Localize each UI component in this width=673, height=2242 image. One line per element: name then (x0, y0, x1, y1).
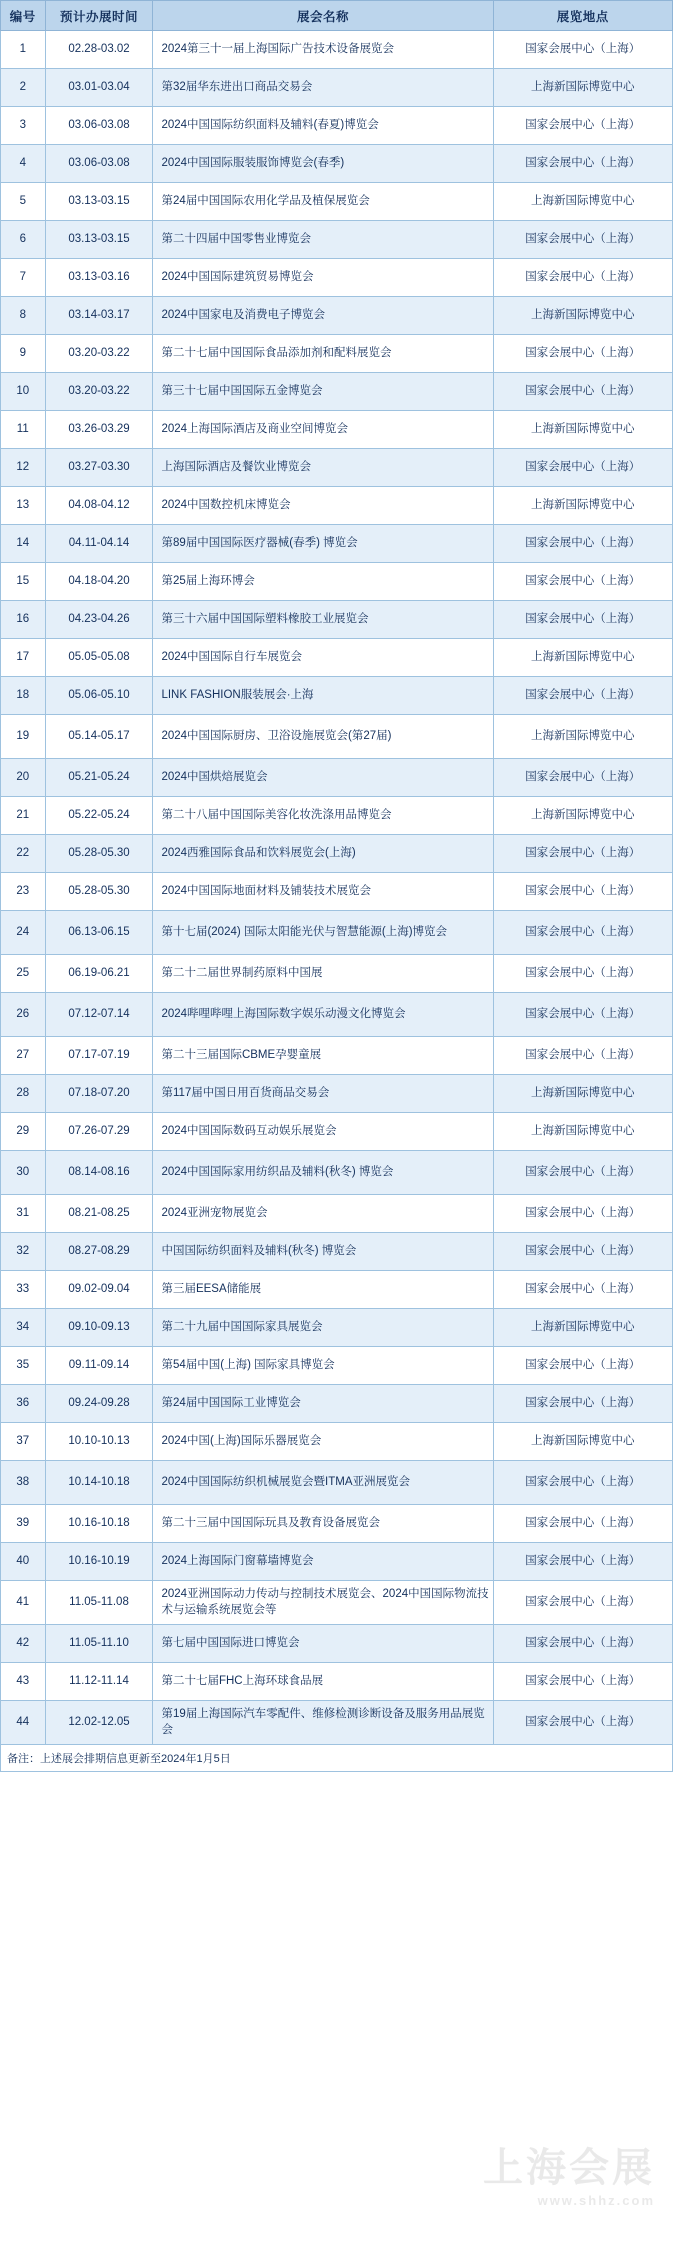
cell-no: 9 (1, 335, 46, 373)
cell-date: 03.13-03.15 (45, 183, 153, 221)
cell-name: 2024中国国际地面材料及铺装技术展览会 (153, 873, 493, 911)
table-row (1, 69, 673, 107)
cell-place: 国家会展中心（上海） (493, 601, 672, 639)
cell-name: 2024中国家电及消费电子博览会 (153, 297, 493, 335)
cell-name: 第二十七届中国国际食品添加剂和配料展览会 (153, 335, 493, 373)
cell-date: 05.22-05.24 (45, 797, 153, 835)
cell-date: 05.14-05.17 (45, 715, 153, 759)
cell-place: 上海新国际博览中心 (493, 487, 672, 525)
cell-date: 08.21-08.25 (45, 1195, 153, 1233)
column-header-place: 展览地点 (493, 1, 672, 31)
cell-no: 10 (1, 373, 46, 411)
cell-no: 3 (1, 107, 46, 145)
table-row (1, 1663, 673, 1701)
cell-no: 27 (1, 1037, 46, 1075)
cell-no: 14 (1, 525, 46, 563)
cell-no: 21 (1, 797, 46, 835)
cell-place: 国家会展中心（上海） (493, 677, 672, 715)
cell-date: 03.20-03.22 (45, 335, 153, 373)
cell-place: 上海新国际博览中心 (493, 411, 672, 449)
cell-no: 11 (1, 411, 46, 449)
cell-place: 国家会展中心（上海） (493, 993, 672, 1037)
cell-date: 08.27-08.29 (45, 1233, 153, 1271)
cell-date: 03.06-03.08 (45, 107, 153, 145)
cell-name: 2024亚洲国际动力传动与控制技术展览会、2024中国国际物流技术与运输系统展览会等 (153, 1581, 493, 1625)
cell-place: 国家会展中心（上海） (493, 835, 672, 873)
cell-name: 第三十六届中国国际塑料橡胶工业展览会 (153, 601, 493, 639)
cell-no: 25 (1, 955, 46, 993)
cell-no: 17 (1, 639, 46, 677)
cell-date: 07.26-07.29 (45, 1113, 153, 1151)
cell-name: 第24届中国国际农用化学品及植保展览会 (153, 183, 493, 221)
cell-date: 03.13-03.16 (45, 259, 153, 297)
cell-date: 10.16-10.19 (45, 1543, 153, 1581)
cell-name: 第117届中国日用百货商品交易会 (153, 1075, 493, 1113)
cell-name: 第三届EESA储能展 (153, 1271, 493, 1309)
cell-name: 2024中国国际纺织机械展览会暨ITMA亚洲展览会 (153, 1461, 493, 1505)
table-row (1, 1423, 673, 1461)
cell-place: 国家会展中心（上海） (493, 1505, 672, 1543)
cell-name: 2024第三十一届上海国际广告技术设备展览会 (153, 31, 493, 69)
cell-no: 40 (1, 1543, 46, 1581)
cell-no: 13 (1, 487, 46, 525)
table-row (1, 677, 673, 715)
cell-date: 03.06-03.08 (45, 145, 153, 183)
cell-no: 43 (1, 1663, 46, 1701)
table-row (1, 1581, 673, 1625)
cell-date: 04.08-04.12 (45, 487, 153, 525)
cell-no: 35 (1, 1347, 46, 1385)
cell-no: 41 (1, 1581, 46, 1625)
table-row (1, 1075, 673, 1113)
cell-place: 国家会展中心（上海） (493, 1701, 672, 1745)
cell-no: 38 (1, 1461, 46, 1505)
cell-date: 09.10-09.13 (45, 1309, 153, 1347)
table-row (1, 1543, 673, 1581)
cell-place: 国家会展中心（上海） (493, 1271, 672, 1309)
cell-no: 2 (1, 69, 46, 107)
table-row (1, 335, 673, 373)
cell-date: 04.18-04.20 (45, 563, 153, 601)
cell-no: 29 (1, 1113, 46, 1151)
cell-no: 7 (1, 259, 46, 297)
table-row (1, 297, 673, 335)
cell-place: 国家会展中心（上海） (493, 373, 672, 411)
cell-name: 第二十七届FHC上海环球食品展 (153, 1663, 493, 1701)
cell-name: 2024中国国际服装服饰博览会(春季) (153, 145, 493, 183)
cell-name: 中国国际纺织面料及辅料(秋冬) 博览会 (153, 1233, 493, 1271)
cell-place: 国家会展中心（上海） (493, 449, 672, 487)
cell-date: 04.23-04.26 (45, 601, 153, 639)
table-row (1, 563, 673, 601)
cell-place: 国家会展中心（上海） (493, 1233, 672, 1271)
cell-date: 09.24-09.28 (45, 1385, 153, 1423)
cell-no: 44 (1, 1701, 46, 1745)
table-row (1, 1347, 673, 1385)
cell-name: 2024中国国际纺织面料及辅料(春夏)博览会 (153, 107, 493, 145)
cell-name: LINK FASHION服装展会·上海 (153, 677, 493, 715)
column-header-name: 展会名称 (153, 1, 493, 31)
cell-no: 20 (1, 759, 46, 797)
cell-no: 8 (1, 297, 46, 335)
table-row (1, 1113, 673, 1151)
cell-name: 上海国际酒店及餐饮业博览会 (153, 449, 493, 487)
cell-place: 国家会展中心（上海） (493, 221, 672, 259)
table-row (1, 411, 673, 449)
cell-no: 34 (1, 1309, 46, 1347)
cell-no: 6 (1, 221, 46, 259)
cell-date: 07.12-07.14 (45, 993, 153, 1037)
cell-place: 上海新国际博览中心 (493, 797, 672, 835)
cell-place: 国家会展中心（上海） (493, 1663, 672, 1701)
cell-name: 2024中国国际建筑贸易博览会 (153, 259, 493, 297)
cell-name: 2024中国烘焙展览会 (153, 759, 493, 797)
cell-name: 第二十三届国际CBME孕婴童展 (153, 1037, 493, 1075)
table-row (1, 525, 673, 563)
cell-place: 上海新国际博览中心 (493, 639, 672, 677)
cell-no: 12 (1, 449, 46, 487)
watermark-main: 上海会展 (483, 2145, 655, 2190)
cell-name: 第二十四届中国零售业博览会 (153, 221, 493, 259)
table-row (1, 31, 673, 69)
table-row (1, 1151, 673, 1195)
cell-place: 国家会展中心（上海） (493, 1037, 672, 1075)
cell-date: 07.17-07.19 (45, 1037, 153, 1075)
cell-no: 16 (1, 601, 46, 639)
cell-no: 22 (1, 835, 46, 873)
table-row (1, 1385, 673, 1423)
cell-place: 国家会展中心（上海） (493, 1151, 672, 1195)
cell-date: 03.27-03.30 (45, 449, 153, 487)
table-header-row (1, 1, 673, 31)
table-row (1, 221, 673, 259)
cell-no: 15 (1, 563, 46, 601)
cell-name: 2024中国国际自行车展览会 (153, 639, 493, 677)
cell-place: 国家会展中心（上海） (493, 31, 672, 69)
table-row (1, 449, 673, 487)
table-row (1, 1195, 673, 1233)
cell-place: 上海新国际博览中心 (493, 1423, 672, 1461)
cell-date: 05.28-05.30 (45, 873, 153, 911)
cell-place: 国家会展中心（上海） (493, 1625, 672, 1663)
cell-no: 36 (1, 1385, 46, 1423)
cell-place: 上海新国际博览中心 (493, 1309, 672, 1347)
cell-no: 19 (1, 715, 46, 759)
cell-date: 04.11-04.14 (45, 525, 153, 563)
cell-no: 42 (1, 1625, 46, 1663)
cell-name: 第32届华东进出口商品交易会 (153, 69, 493, 107)
cell-place: 国家会展中心（上海） (493, 525, 672, 563)
cell-place: 国家会展中心（上海） (493, 145, 672, 183)
cell-date: 10.14-10.18 (45, 1461, 153, 1505)
cell-place: 上海新国际博览中心 (493, 1113, 672, 1151)
table-row (1, 639, 673, 677)
cell-date: 12.02-12.05 (45, 1701, 153, 1745)
cell-name: 2024中国国际厨房、卫浴设施展览会(第27届) (153, 715, 493, 759)
cell-no: 18 (1, 677, 46, 715)
cell-place: 上海新国际博览中心 (493, 297, 672, 335)
cell-name: 2024中国国际家用纺织品及辅料(秋冬) 博览会 (153, 1151, 493, 1195)
cell-name: 第二十八届中国国际美容化妆洗涤用品博览会 (153, 797, 493, 835)
cell-name: 2024亚洲宠物展览会 (153, 1195, 493, 1233)
table-row (1, 145, 673, 183)
table-row (1, 1233, 673, 1271)
cell-date: 05.06-05.10 (45, 677, 153, 715)
cell-place: 国家会展中心（上海） (493, 259, 672, 297)
cell-date: 03.01-03.04 (45, 69, 153, 107)
cell-no: 4 (1, 145, 46, 183)
table-row (1, 715, 673, 759)
cell-date: 11.05-11.08 (45, 1581, 153, 1625)
table-row (1, 1309, 673, 1347)
cell-name: 第19届上海国际汽车零配件、维修检测诊断设备及服务用品展览会 (153, 1701, 493, 1745)
table-row (1, 955, 673, 993)
cell-place: 国家会展中心（上海） (493, 1543, 672, 1581)
cell-place: 上海新国际博览中心 (493, 69, 672, 107)
cell-date: 06.13-06.15 (45, 911, 153, 955)
table-row (1, 1505, 673, 1543)
cell-date: 03.26-03.29 (45, 411, 153, 449)
cell-name: 2024中国(上海)国际乐器展览会 (153, 1423, 493, 1461)
cell-date: 05.21-05.24 (45, 759, 153, 797)
watermark-sub: www.shhz.com (537, 2193, 655, 2208)
cell-no: 37 (1, 1423, 46, 1461)
table-row (1, 993, 673, 1037)
cell-place: 国家会展中心（上海） (493, 911, 672, 955)
table-body (1, 31, 673, 1745)
cell-name: 第24届中国国际工业博览会 (153, 1385, 493, 1423)
cell-place: 国家会展中心（上海） (493, 873, 672, 911)
cell-no: 31 (1, 1195, 46, 1233)
cell-name: 2024中国国际数码互动娱乐展览会 (153, 1113, 493, 1151)
column-header-date: 预计办展时间 (45, 1, 153, 31)
cell-date: 05.28-05.30 (45, 835, 153, 873)
cell-name: 第二十九届中国国际家具展览会 (153, 1309, 493, 1347)
cell-no: 1 (1, 31, 46, 69)
cell-place: 国家会展中心（上海） (493, 1347, 672, 1385)
cell-place: 国家会展中心（上海） (493, 1581, 672, 1625)
cell-date: 11.05-11.10 (45, 1625, 153, 1663)
cell-place: 国家会展中心（上海） (493, 563, 672, 601)
table-row (1, 183, 673, 221)
cell-name: 2024上海国际酒店及商业空间博览会 (153, 411, 493, 449)
cell-name: 第89届中国国际医疗器械(春季) 博览会 (153, 525, 493, 563)
cell-no: 24 (1, 911, 46, 955)
cell-no: 39 (1, 1505, 46, 1543)
cell-no: 28 (1, 1075, 46, 1113)
table-row (1, 107, 673, 145)
cell-place: 国家会展中心（上海） (493, 107, 672, 145)
cell-name: 第54届中国(上海) 国际家具博览会 (153, 1347, 493, 1385)
table-row (1, 601, 673, 639)
cell-no: 30 (1, 1151, 46, 1195)
cell-name: 2024中国数控机床博览会 (153, 487, 493, 525)
cell-place: 国家会展中心（上海） (493, 1385, 672, 1423)
cell-name: 第二十三届中国国际玩具及教育设备展览会 (153, 1505, 493, 1543)
cell-date: 06.19-06.21 (45, 955, 153, 993)
cell-date: 09.11-09.14 (45, 1347, 153, 1385)
cell-date: 11.12-11.14 (45, 1663, 153, 1701)
table-row (1, 911, 673, 955)
table-row (1, 873, 673, 911)
table-row (1, 1461, 673, 1505)
table-header (1, 1, 673, 31)
cell-date: 03.20-03.22 (45, 373, 153, 411)
cell-place: 国家会展中心（上海） (493, 335, 672, 373)
cell-name: 第十七届(2024) 国际太阳能光伏与智慧能源(上海)博览会 (153, 911, 493, 955)
cell-no: 26 (1, 993, 46, 1037)
cell-place: 国家会展中心（上海） (493, 955, 672, 993)
cell-name: 2024上海国际门窗幕墙博览会 (153, 1543, 493, 1581)
table-row (1, 1625, 673, 1663)
cell-place: 上海新国际博览中心 (493, 715, 672, 759)
table-row (1, 797, 673, 835)
cell-no: 5 (1, 183, 46, 221)
cell-place: 国家会展中心（上海） (493, 1195, 672, 1233)
table-row (1, 759, 673, 797)
watermark (483, 2136, 655, 2208)
cell-no: 23 (1, 873, 46, 911)
cell-no: 33 (1, 1271, 46, 1309)
cell-name: 第七届中国国际进口博览会 (153, 1625, 493, 1663)
column-header-no: 编号 (1, 1, 46, 31)
cell-date: 02.28-03.02 (45, 31, 153, 69)
cell-name: 2024哔哩哔哩上海国际数字娱乐动漫文化博览会 (153, 993, 493, 1037)
cell-date: 10.10-10.13 (45, 1423, 153, 1461)
cell-name: 2024西雅国际食品和饮料展览会(上海) (153, 835, 493, 873)
table-row (1, 259, 673, 297)
cell-date: 10.16-10.18 (45, 1505, 153, 1543)
cell-name: 第二十二届世界制药原料中国展 (153, 955, 493, 993)
table-row (1, 1701, 673, 1745)
table-row (1, 1037, 673, 1075)
cell-date: 03.14-03.17 (45, 297, 153, 335)
cell-name: 第25届上海环博会 (153, 563, 493, 601)
cell-place: 国家会展中心（上海） (493, 759, 672, 797)
cell-name: 第三十七届中国国际五金博览会 (153, 373, 493, 411)
footnote: 备注：上述展会排期信息更新至2024年1月5日 (0, 1745, 673, 1772)
cell-date: 08.14-08.16 (45, 1151, 153, 1195)
cell-place: 上海新国际博览中心 (493, 1075, 672, 1113)
cell-date: 07.18-07.20 (45, 1075, 153, 1113)
cell-date: 05.05-05.08 (45, 639, 153, 677)
cell-place: 国家会展中心（上海） (493, 1461, 672, 1505)
cell-date: 09.02-09.04 (45, 1271, 153, 1309)
table-row (1, 373, 673, 411)
cell-no: 32 (1, 1233, 46, 1271)
table-row (1, 1271, 673, 1309)
cell-date: 03.13-03.15 (45, 221, 153, 259)
cell-place: 上海新国际博览中心 (493, 183, 672, 221)
table-row (1, 487, 673, 525)
table-row (1, 835, 673, 873)
